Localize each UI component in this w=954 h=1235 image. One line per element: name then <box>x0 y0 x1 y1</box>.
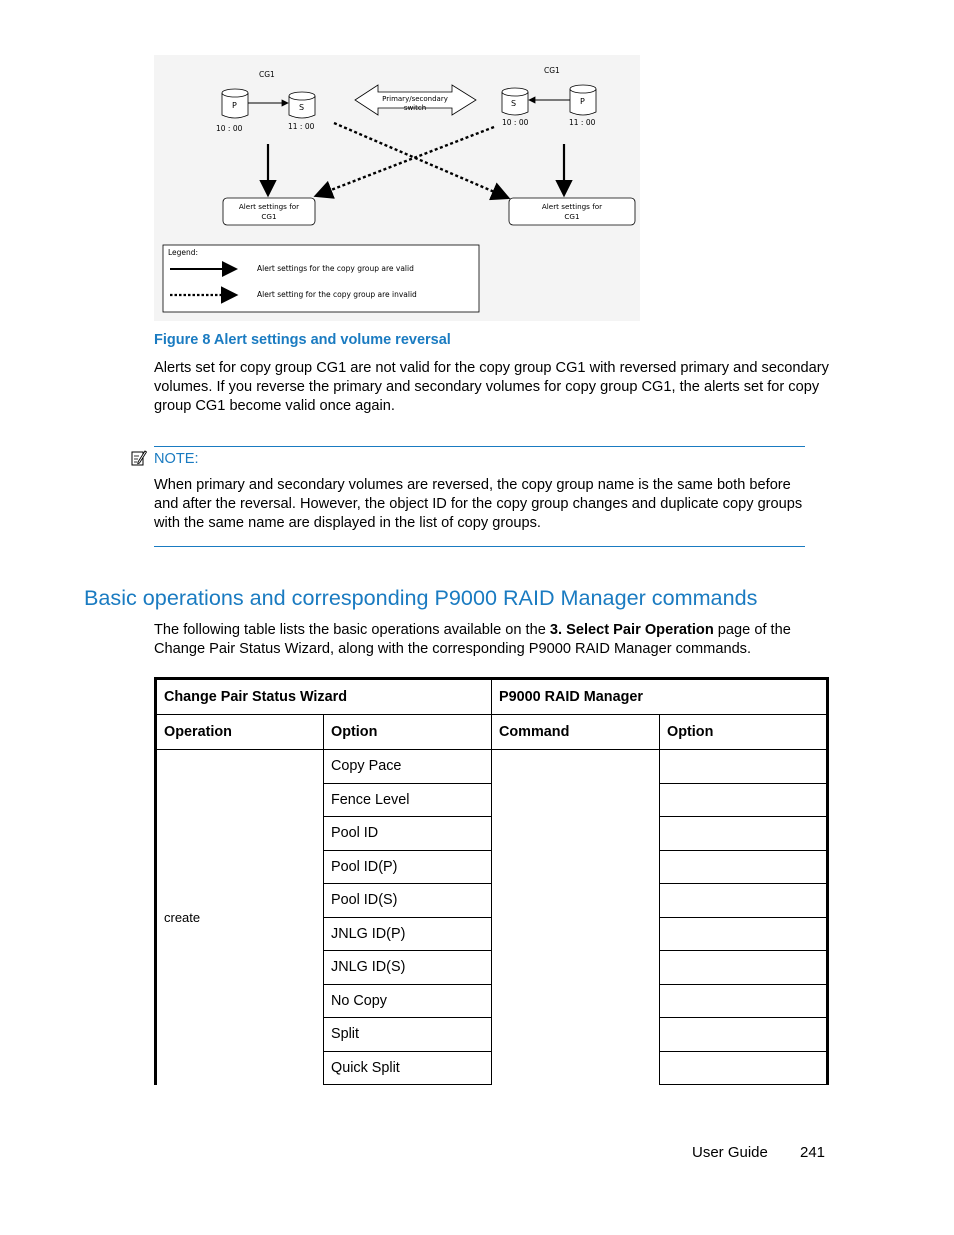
svg-text:CG1: CG1 <box>564 212 580 221</box>
column-header-raid-option: Option <box>660 715 828 750</box>
figure-caption: Figure 8 Alert settings and volume reversal <box>154 332 451 348</box>
operations-table <box>154 677 829 1085</box>
right-secondary-volume <box>502 88 528 115</box>
raid-option-cell <box>660 984 828 1018</box>
option-cell: Fence Level <box>324 783 492 817</box>
option-cell: Copy Pace <box>324 750 492 784</box>
left-primary-volume <box>222 89 248 118</box>
svg-text:Alert settings for: Alert settings for <box>541 202 603 211</box>
column-header-option: Option <box>324 715 492 750</box>
option-cell: No Copy <box>324 984 492 1018</box>
legend <box>163 245 479 312</box>
option-cell: Split <box>324 1018 492 1052</box>
column-header-command: Command <box>492 715 660 750</box>
svg-text:P: P <box>580 97 585 106</box>
table-row <box>156 750 828 784</box>
raid-option-cell <box>660 850 828 884</box>
note-pencil-icon <box>131 449 147 467</box>
raid-option-cell <box>660 951 828 985</box>
left-primary-time: 10 : 00 <box>216 124 243 133</box>
intro-text-after: page of the Change Pair Status Wizard, along with the corresponding P9000 RAID Manager commands. <box>154 622 791 657</box>
operation-cell: create <box>156 750 324 1085</box>
left-group-label: CG1 <box>259 70 275 79</box>
svg-text:S: S <box>511 99 517 108</box>
option-cell: JNLG ID(P) <box>324 917 492 951</box>
figure-description-paragraph: Alerts set for copy group CG1 are not valid for the copy group CG1 with reversed primary and secondary volumes. If you reverse the primary and secondary volumes for copy group CG1, the alerts set for copy group CG1 become valid once again. <box>154 360 829 414</box>
svg-text:Primary/secondary: Primary/secondary <box>382 95 448 103</box>
right-alert-settings-box <box>509 198 635 225</box>
footer-document-title: User Guide <box>692 1144 768 1161</box>
note-bottom-rule <box>154 546 805 547</box>
left-alert-settings-box <box>223 198 315 225</box>
legend-title: Legend: <box>168 248 199 257</box>
raid-option-cell <box>660 783 828 817</box>
option-cell: Quick Split <box>324 1051 492 1085</box>
group-header-raid-manager: P9000 RAID Manager <box>492 679 828 715</box>
svg-text:switch: switch <box>403 104 427 112</box>
svg-text:S: S <box>299 103 305 112</box>
raid-option-cell <box>660 884 828 918</box>
right-secondary-time: 10 : 00 <box>502 118 529 127</box>
footer-page-number: 241 <box>800 1144 826 1161</box>
table-group-header-row <box>156 679 828 715</box>
svg-text:Alert settings for: Alert settings for <box>238 202 300 211</box>
right-primary-time: 11 : 00 <box>569 118 596 127</box>
left-secondary-volume <box>289 92 315 118</box>
option-cell: Pool ID <box>324 817 492 851</box>
note-label: NOTE: <box>154 451 199 467</box>
intro-text-bold: 3. Select Pair Operation <box>549 622 714 638</box>
option-cell: Pool ID(P) <box>324 850 492 884</box>
section-heading: Basic operations and corresponding P9000 RAID Manager commands <box>84 585 758 610</box>
intro-text-before: The following table lists the basic operations available on the <box>154 622 550 638</box>
right-group-label: CG1 <box>544 66 560 75</box>
raid-option-cell <box>660 917 828 951</box>
column-header-operation: Operation <box>156 715 324 750</box>
alert-settings-diagram <box>154 55 640 321</box>
svg-text:CG1: CG1 <box>261 212 277 221</box>
raid-option-cell <box>660 817 828 851</box>
option-cell: Pool ID(S) <box>324 884 492 918</box>
svg-text:P: P <box>232 101 237 110</box>
raid-option-cell <box>660 750 828 784</box>
command-cell <box>492 750 660 1085</box>
left-secondary-time: 11 : 00 <box>288 122 315 131</box>
group-header-wizard: Change Pair Status Wizard <box>156 679 492 715</box>
legend-invalid-text: Alert setting for the copy group are invalid <box>257 290 417 299</box>
option-cell: JNLG ID(S) <box>324 951 492 985</box>
note-text: When primary and secondary volumes are reversed, the copy group name is the same both before and after the reversal. However, the object ID for the copy group changes and duplicate copy groups with the same name are displayed in the list of copy groups. <box>154 477 803 531</box>
right-primary-volume <box>570 85 596 115</box>
raid-option-cell <box>660 1051 828 1085</box>
table-intro-paragraph <box>154 621 829 659</box>
note-top-rule <box>154 446 805 447</box>
legend-valid-text: Alert settings for the copy group are valid <box>257 264 414 273</box>
raid-option-cell <box>660 1018 828 1052</box>
table-column-header-row <box>156 715 828 750</box>
